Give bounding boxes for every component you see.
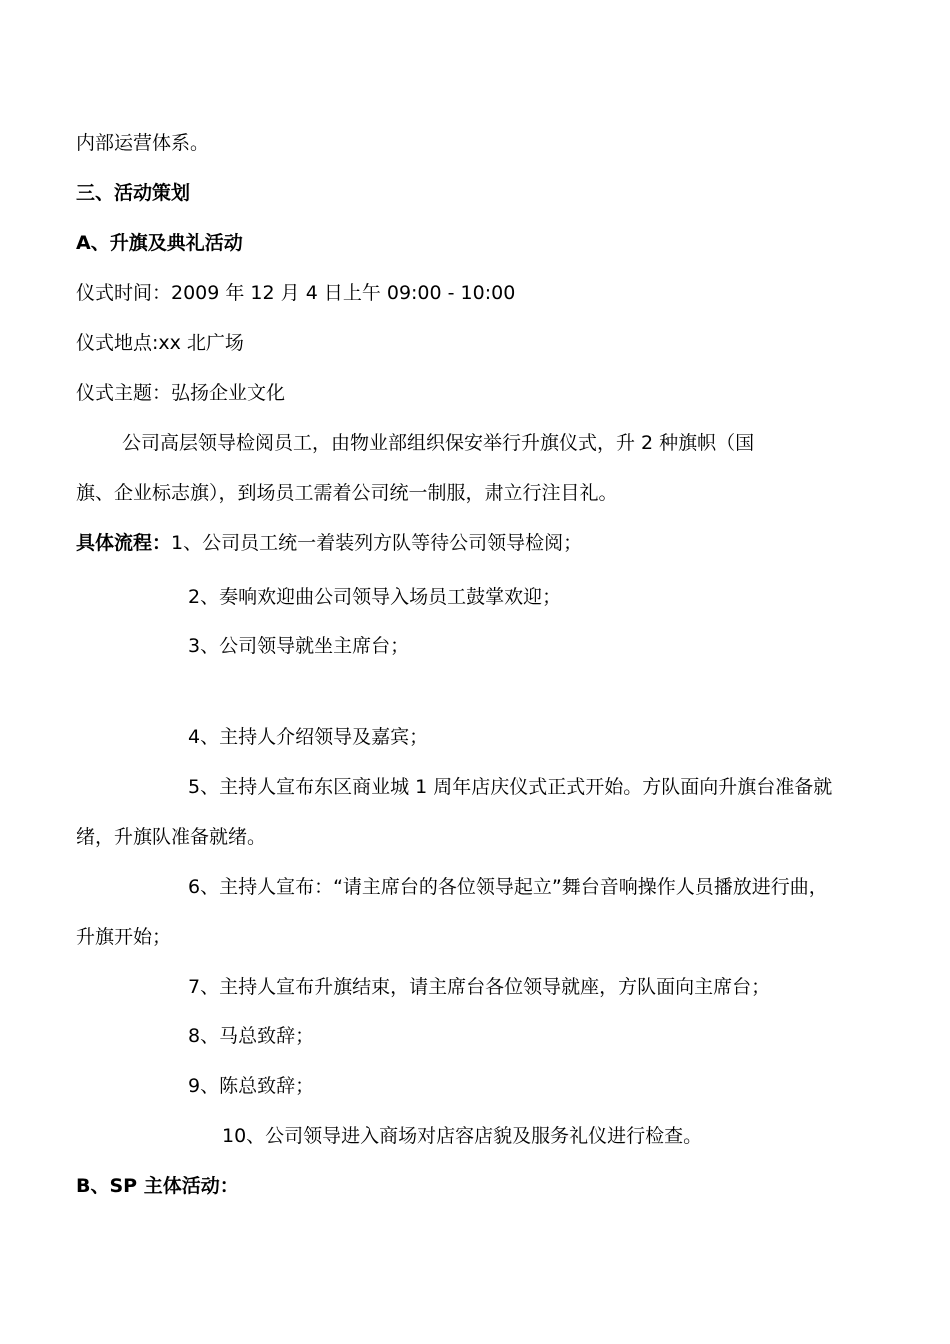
flow-step-2: 2、奏响欢迎曲公司领导入场员工鼓掌欢迎； bbox=[188, 586, 562, 608]
flow-step-9: 9、陈总致辞； bbox=[188, 1075, 315, 1097]
paragraph-line-2: 旗、企业标志旗），到场员工需着公司统一制服，肃立行注目礼。 bbox=[76, 482, 618, 504]
flow-step-4: 4、主持人介绍领导及嘉宾； bbox=[188, 726, 429, 748]
flow-step-3: 3、公司领导就坐主席台； bbox=[188, 635, 410, 657]
section-b-heading: B、SP 主体活动： bbox=[76, 1175, 239, 1197]
section-three-heading: 三、活动策划 bbox=[76, 182, 191, 204]
flow-step-5-line-2: 绪，升旗队准备就绪。 bbox=[76, 826, 267, 848]
flow-step-10: 10、公司领导进入商场对店容店貌及服务礼仪进行检查。 bbox=[222, 1125, 703, 1147]
intro-tail-text: 内部运营体系。 bbox=[76, 132, 210, 154]
ceremony-place: 仪式地点:xx 北广场 bbox=[76, 332, 244, 354]
ceremony-theme: 仪式主题：弘扬企业文化 bbox=[76, 382, 286, 404]
flow-step-5-line-1: 5、主持人宣布东区商业城 1 周年店庆仪式正式开始。方队面向升旗台准备就 bbox=[188, 776, 833, 798]
flow-step-7: 7、主持人宣布升旗结束，请主席台各位领导就座，方队面向主席台； bbox=[188, 976, 771, 998]
flow-step-1-row bbox=[76, 531, 582, 555]
flow-step-6-line-1: 6、主持人宣布：“请主席台的各位领导起立”舞台音响操作人员播放进行曲， bbox=[188, 876, 828, 898]
section-a-heading: A、升旗及典礼活动 bbox=[76, 232, 243, 254]
flow-step-1: 1、公司员工统一着装列方队等待公司领导检阅； bbox=[171, 532, 583, 554]
flow-step-6-line-2: 升旗开始； bbox=[76, 926, 172, 948]
flow-step-8: 8、马总致辞； bbox=[188, 1025, 315, 1047]
ceremony-time: 仪式时间：2009 年 12 月 4 日上午 09:00 - 10:00 bbox=[76, 282, 516, 304]
flow-label: 具体流程： bbox=[76, 532, 172, 554]
paragraph-line-1: 公司高层领导检阅员工，由物业部组织保安举行升旗仪式，升 2 种旗帜（国 bbox=[122, 432, 755, 454]
